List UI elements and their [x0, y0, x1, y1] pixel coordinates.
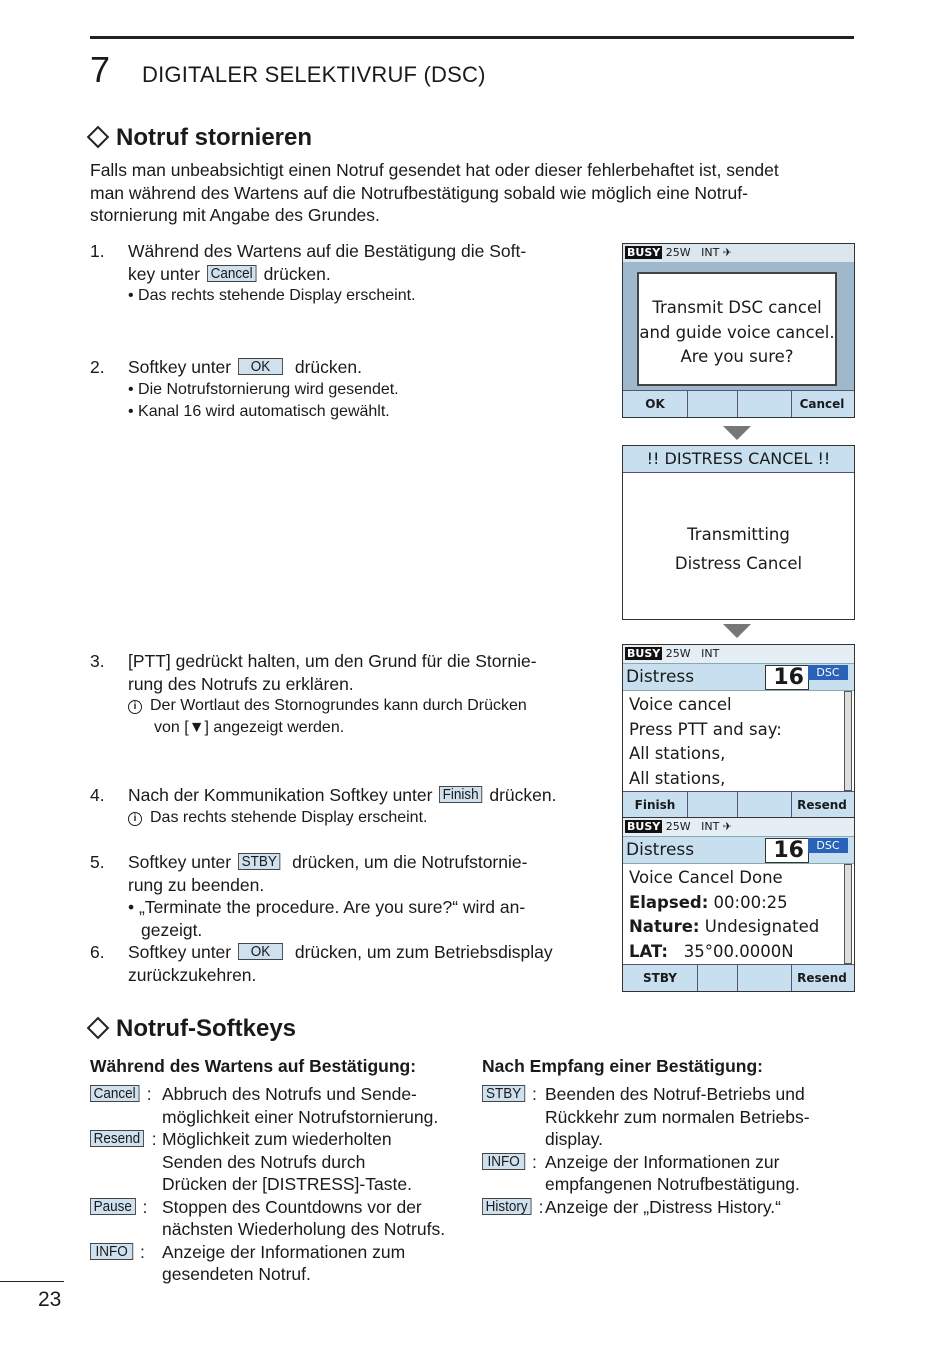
scrollbar	[844, 864, 852, 964]
distress-title-bar: Distress	[623, 663, 854, 691]
section-heading-softkeys: Notruf-Softkeys	[86, 1015, 296, 1043]
antenna-icon: ✈	[722, 246, 733, 259]
ok-key-label: OK	[238, 943, 283, 960]
distress-cancel-header: !! DISTRESS CANCEL !!	[623, 446, 854, 473]
step-3-text: [PTT] gedrückt halten, um den Grund für die Stornie- rung des Notrufs zu erklären. i Der Wortlaut des Stornogrundes kann durch Drücken von [▼] angezeigt werden.	[128, 651, 537, 736]
voice-cancel-done-text: Voice Cancel Done Elapsed: 00:00:25 Nature: Undesignated LAT: 35°00.0000N	[629, 868, 820, 961]
confirm-dialog: Transmit DSC cancel and guide voice cancel. Are you sure?	[637, 272, 837, 386]
ok-key-label: OK	[238, 358, 283, 375]
left-column-heading: Während des Wartens auf Bestätigung:	[90, 1056, 417, 1076]
softkey-blank	[737, 965, 792, 991]
page-number: 23	[38, 1288, 62, 1311]
softkey-blank	[737, 792, 792, 818]
softkey-resend: Resend	[797, 798, 847, 812]
softkey-definitions-left: Cancel : Abbruch des Notrufs und Sende- möglichkeit einer Notrufstornierung. Resend : Möglichkeit zum wiederholten Senden des Notrufs durch Drücken der [DISTRESS]-Taste. Pause : Stoppen des Countdowns vor der nächsten Wiederholung des Notrufs. INFO : Anzeige der Informationen zum gesendeten Notruf.	[90, 1083, 480, 1286]
top-rule	[90, 36, 854, 39]
chapter-title: DIGITALER SELEKTIVRUF (DSC)	[142, 62, 486, 87]
step-6-text: Softkey unter OK drücken, um zum Betriebsdisplay zurückzukehren.	[128, 942, 553, 985]
screen-voice-cancel: BUSY 25W INT Distress 16 DSC Voice cancel Press PTT and say: All stations, All stations, Finish Resend	[622, 644, 855, 819]
step-3-number: 3.	[90, 651, 105, 671]
dsc-indicator: DSC	[808, 665, 848, 680]
step-2-number: 2.	[90, 357, 105, 377]
section-heading-cancel: Notruf stornieren	[86, 124, 312, 152]
transmitting-message: Transmitting Distress Cancel	[674, 525, 803, 573]
scrollbar	[844, 691, 852, 791]
softkey-blank	[737, 391, 792, 417]
info-icon: i	[128, 812, 142, 826]
softkey-blank	[687, 792, 738, 818]
dsc-indicator: DSC	[808, 838, 848, 853]
softkey-blank	[697, 965, 738, 991]
antenna-icon: ✈	[722, 820, 733, 833]
diamond-icon	[87, 1017, 110, 1040]
screen-voice-cancel-done: BUSY 25W INT ✈ Distress 16 DSC Voice Cancel Done Elapsed: 00:00:25 Nature: Undesignated LAT: 35°00.0000N STBY Resend	[622, 817, 855, 992]
step-4-number: 4.	[90, 785, 105, 805]
channel-display: 16	[765, 665, 809, 690]
stby-key-label: STBY	[238, 853, 280, 870]
screen-transmitting-cancel	[622, 445, 855, 620]
softkey-finish: Finish	[623, 792, 688, 818]
softkey-blank	[687, 391, 738, 417]
info-icon: i	[128, 700, 142, 714]
step-6-number: 6.	[90, 942, 105, 962]
finish-key-label: Finish	[439, 786, 482, 803]
softkey-stby: STBY	[623, 965, 698, 991]
intro-paragraph: Falls man unbeabsichtigt einen Notruf gesendet hat oder dieser fehlerbehaftet ist, sendet man während des Wartens auf die Notrufbestätigung sobald wie möglich eine Notruf- stornierung mit Angabe des Grundes.	[90, 160, 779, 225]
diamond-icon	[87, 126, 110, 149]
step-1-number: 1.	[90, 241, 105, 261]
chapter-number: 7	[90, 49, 111, 90]
softkey-resend: Resend	[797, 971, 847, 985]
page-number-rule	[0, 1281, 64, 1282]
step-1-text: Während des Wartens auf die Bestätigung die Soft- key unter Cancel drücken. • Das rechts stehende Display erscheint.	[128, 241, 527, 304]
voice-cancel-text: Voice cancel Press PTT and say: All stations, All stations,	[629, 695, 782, 788]
step-2-text: Softkey unter OK drücken. • Die Notrufstornierung wird gesendet. • Kanal 16 wird automatisch gewählt.	[128, 357, 399, 420]
channel-display: 16	[765, 838, 809, 863]
softkey-cancel: Cancel	[799, 397, 845, 411]
arrow-down-icon	[723, 426, 751, 440]
softkey-ok: OK	[623, 391, 688, 417]
step-5-number: 5.	[90, 852, 105, 872]
step-5-text: Softkey unter STBY drücken, um die Notrufstornie- rung zu beenden. • „Terminate the procedure. Are you sure?“ wird an- gezeigt.	[128, 852, 528, 940]
right-column-heading: Nach Empfang einer Bestätigung:	[482, 1056, 764, 1076]
distress-title-bar: Distress	[623, 836, 854, 864]
screen-confirm-cancel: BUSY 25W INT ✈ Transmit DSC cancel and guide voice cancel. Are you sure? OK Cancel	[622, 243, 855, 418]
arrow-down-icon	[723, 624, 751, 638]
step-4-text: Nach der Kommunikation Softkey unter Finish drücken. i Das rechts stehende Display erscheint.	[128, 785, 557, 826]
cancel-key-label: Cancel	[207, 265, 256, 282]
softkey-definitions-right: STBY : Beenden des Notruf-Betriebs und Rückkehr zum normalen Betriebs- display. INFO : Anzeige der Informationen zur empfangenen Notrufbestätigung. History : Anzeige der „Distress History.“	[482, 1083, 862, 1218]
